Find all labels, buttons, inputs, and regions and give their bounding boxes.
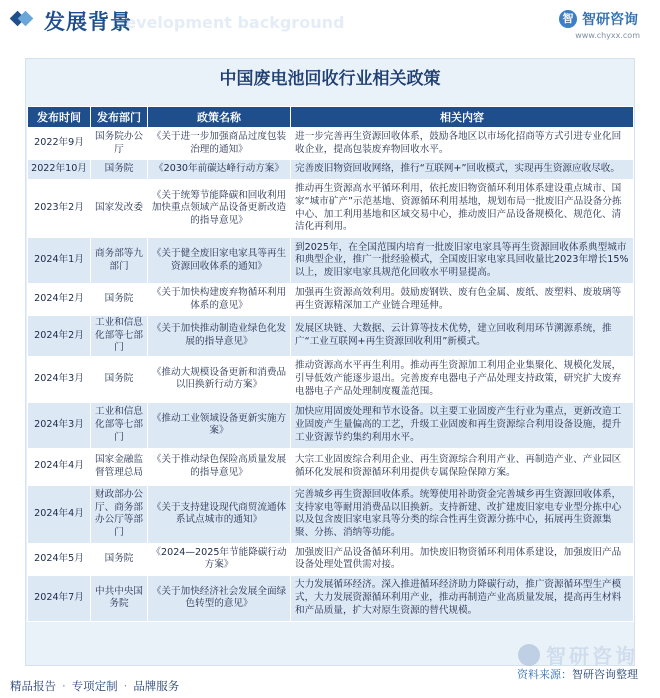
source-label: 资料来源： (517, 668, 572, 681)
table-row (28, 180, 634, 238)
page-title: 发展背景 (44, 10, 132, 34)
cell-content: 到2025年，在全国范围内培育一批废旧家电家具等再生资源回收体系典型城市和典型企业，推广一批经验模式，全国废旧家电家具回收量比2023年增长15%以上，废旧家电家具规范化回收水平明显提高。 (291, 238, 634, 284)
cell-policy-name: 《关于加快经济社会发展全面绿色转型的意见》 (148, 575, 291, 621)
cell-date: 2024年3月 (28, 356, 91, 402)
cell-date: 2024年4月 (28, 448, 91, 485)
column-header-name: 政策名称 (148, 107, 291, 128)
table-row (28, 402, 634, 448)
cell-policy-name: 《关于加快推动制造业绿色化发展的指导意见》 (148, 316, 291, 357)
cell-date: 2024年1月 (28, 238, 91, 284)
cell-dept: 国家发改委 (91, 180, 148, 238)
cell-content: 完善废旧物资回收网络，推行“互联网+”回收模式，实现再生资源应收尽收。 (291, 160, 634, 180)
table-row (28, 543, 634, 575)
table-row (28, 128, 634, 160)
column-header-content: 相关内容 (291, 107, 634, 128)
cell-content: 大宗工业固废综合利用企业、再生资源综合利用产业、再制造产业、产业园区循环化发展和资源循环利用提供专属保险保障方案。 (291, 448, 634, 485)
cell-date: 2022年9月 (28, 128, 91, 160)
table-row (28, 356, 634, 402)
table-row (28, 160, 634, 180)
cell-content: 大力发展循环经济。深入推进循环经济助力降碳行动，推广资源循环型生产模式，大力发展资源循环利用产业，推动再制造产业高质量发展，提高再生材料和产品质量，扩大对原生资源的替代规模。 (291, 575, 634, 621)
column-header-dept: 发布部门 (91, 107, 148, 128)
cell-policy-name: 《推动工业领域设备更新实施方案》 (148, 402, 291, 448)
cell-policy-name: 《关于支持建设现代商贸流通体系试点城市的通知》 (148, 485, 291, 543)
cell-date: 2024年4月 (28, 485, 91, 543)
cell-dept: 国务院 (91, 356, 148, 402)
watermark-text: 智研咨询 (546, 644, 638, 668)
cell-dept: 商务部等九部门 (91, 238, 148, 284)
table-title: 中国废电池回收行业相关政策 (219, 69, 441, 89)
table-row (28, 485, 634, 543)
table-row (28, 575, 634, 621)
table-row (28, 284, 634, 316)
footer-separator: · (123, 679, 128, 693)
diamond-logo-icon (12, 9, 32, 29)
cell-dept: 国务院办公厅 (91, 128, 148, 160)
footer-links (0, 674, 420, 698)
cell-policy-name: 《2030年前碳达峰行动方案》 (148, 160, 291, 180)
cell-policy-name: 《关于加快构建废弃物循环利用体系的意见》 (148, 284, 291, 316)
footer-link-custom[interactable]: 专项定制 (71, 679, 118, 693)
cell-dept: 国家金融监督管理总局 (91, 448, 148, 485)
watermark-logo-icon (518, 644, 540, 666)
footer-separator: · (62, 679, 66, 693)
cell-date: 2023年2月 (28, 180, 91, 238)
brand-logo-icon: 智 (559, 10, 577, 28)
cell-dept: 国务院 (91, 543, 148, 575)
cell-dept: 工业和信息化部等七部门 (91, 316, 148, 357)
cell-date: 2024年3月 (28, 402, 91, 448)
footer-link-reports[interactable]: 精品报告 (10, 679, 56, 693)
cell-content: 加快应用固废处理和节水设备。以主要工业固废产生行业为重点，更新改造工业固废产生量偏高的工艺，升级工业固废和再生资源综合利用设备设施，提升工业资源节约集约利用水平。 (291, 402, 634, 448)
table-row (28, 448, 634, 485)
cell-dept: 财政部办公厅、商务部办公厅等部门 (91, 485, 148, 543)
table-row (28, 316, 634, 357)
ghost-title: Development background (112, 13, 345, 32)
brand[interactable] (559, 9, 638, 29)
cell-policy-name: 《关于进一步加强商品过度包装治理的通知》 (148, 128, 291, 160)
cell-date: 2024年5月 (28, 543, 91, 575)
source-note (517, 666, 638, 682)
cell-policy-name: 《推动大规模设备更新和消费品以旧换新行动方案》 (148, 356, 291, 402)
header (0, 0, 660, 40)
cell-dept: 国务院 (91, 284, 148, 316)
cell-date: 2024年7月 (28, 575, 91, 621)
cell-content: 加强再生资源高效利用。鼓励废钢铁、废有色金属、废纸、废塑料、废玻璃等再生资源精深加工产业链合理延伸。 (291, 284, 634, 316)
footer-link-brand[interactable]: 品牌服务 (133, 679, 180, 693)
cell-policy-name: 《关于健全废旧家电家具等再生资源回收体系的通知》 (148, 238, 291, 284)
column-header-date: 发布时间 (28, 107, 91, 128)
cell-content: 推动再生资源高水平循环利用，依托废旧物资循环利用体系建设重点城市、国家“城市矿产”示范基地、资源循环利用基地，规划布局一批废旧产品设备分拣中心、加工利用基地和区域交易中心，推动废旧产品设备规模化、规范化、清洁化再利用。 (291, 180, 634, 238)
policy-table (27, 106, 634, 622)
brand-url[interactable]: www.chyxx.com (575, 31, 640, 40)
cell-dept: 国务院 (91, 160, 148, 180)
cell-policy-name: 《关于推动绿色保险高质量发展的指导意见》 (148, 448, 291, 485)
cell-policy-name: 《关于统筹节能降碳和回收利用加快重点领域产品设备更新改造的指导意见》 (148, 180, 291, 238)
cell-content: 加强废旧产品设备循环利用。加快废旧物资循环利用体系建设，加强废旧产品设备处理处置供需对接。 (291, 543, 634, 575)
cell-content: 进一步完善再生资源回收体系，鼓励各地区以市场化招商等方式引进专业化回收企业，提高包装废弃物回收水平。 (291, 128, 634, 160)
cell-policy-name: 《2024—2025年节能降碳行动方案》 (148, 543, 291, 575)
table-header-row (28, 107, 634, 128)
cell-content: 推动资源高水平再生利用。推动再生资源加工利用企业集聚化、规模化发展，引导低效产能逐步退出。完善废弃电器电子产品处理支持政策，研究扩大废弃电器电子产品处理制度覆盖范围。 (291, 356, 634, 402)
cell-date: 2024年2月 (28, 316, 91, 357)
brand-name: 智研咨询 (582, 12, 638, 28)
cell-date: 2022年10月 (28, 160, 91, 180)
table-row (28, 238, 634, 284)
cell-content: 发展区块链、大数据、云计算等技术优势，建立回收利用环节溯源系统，推广“工业互联网+再生资源回收利用”新模式。 (291, 316, 634, 357)
cell-content: 完善城乡再生资源回收体系。统筹使用补助资金完善城乡再生资源回收体系，支持家电等耐用消费品以旧换新。支持新建、改扩建废旧家电专业型分拣中心以及包含废旧家电家具等分类的综合性再生资源分拣中心，拓展再生资源集聚、分拣、消纳等功能。 (291, 485, 634, 543)
cell-dept: 工业和信息化部等七部门 (91, 402, 148, 448)
cell-dept: 中共中央国务院 (91, 575, 148, 621)
watermark (518, 640, 638, 669)
source-value: 智研咨询整理 (572, 668, 638, 681)
cell-date: 2024年2月 (28, 284, 91, 316)
